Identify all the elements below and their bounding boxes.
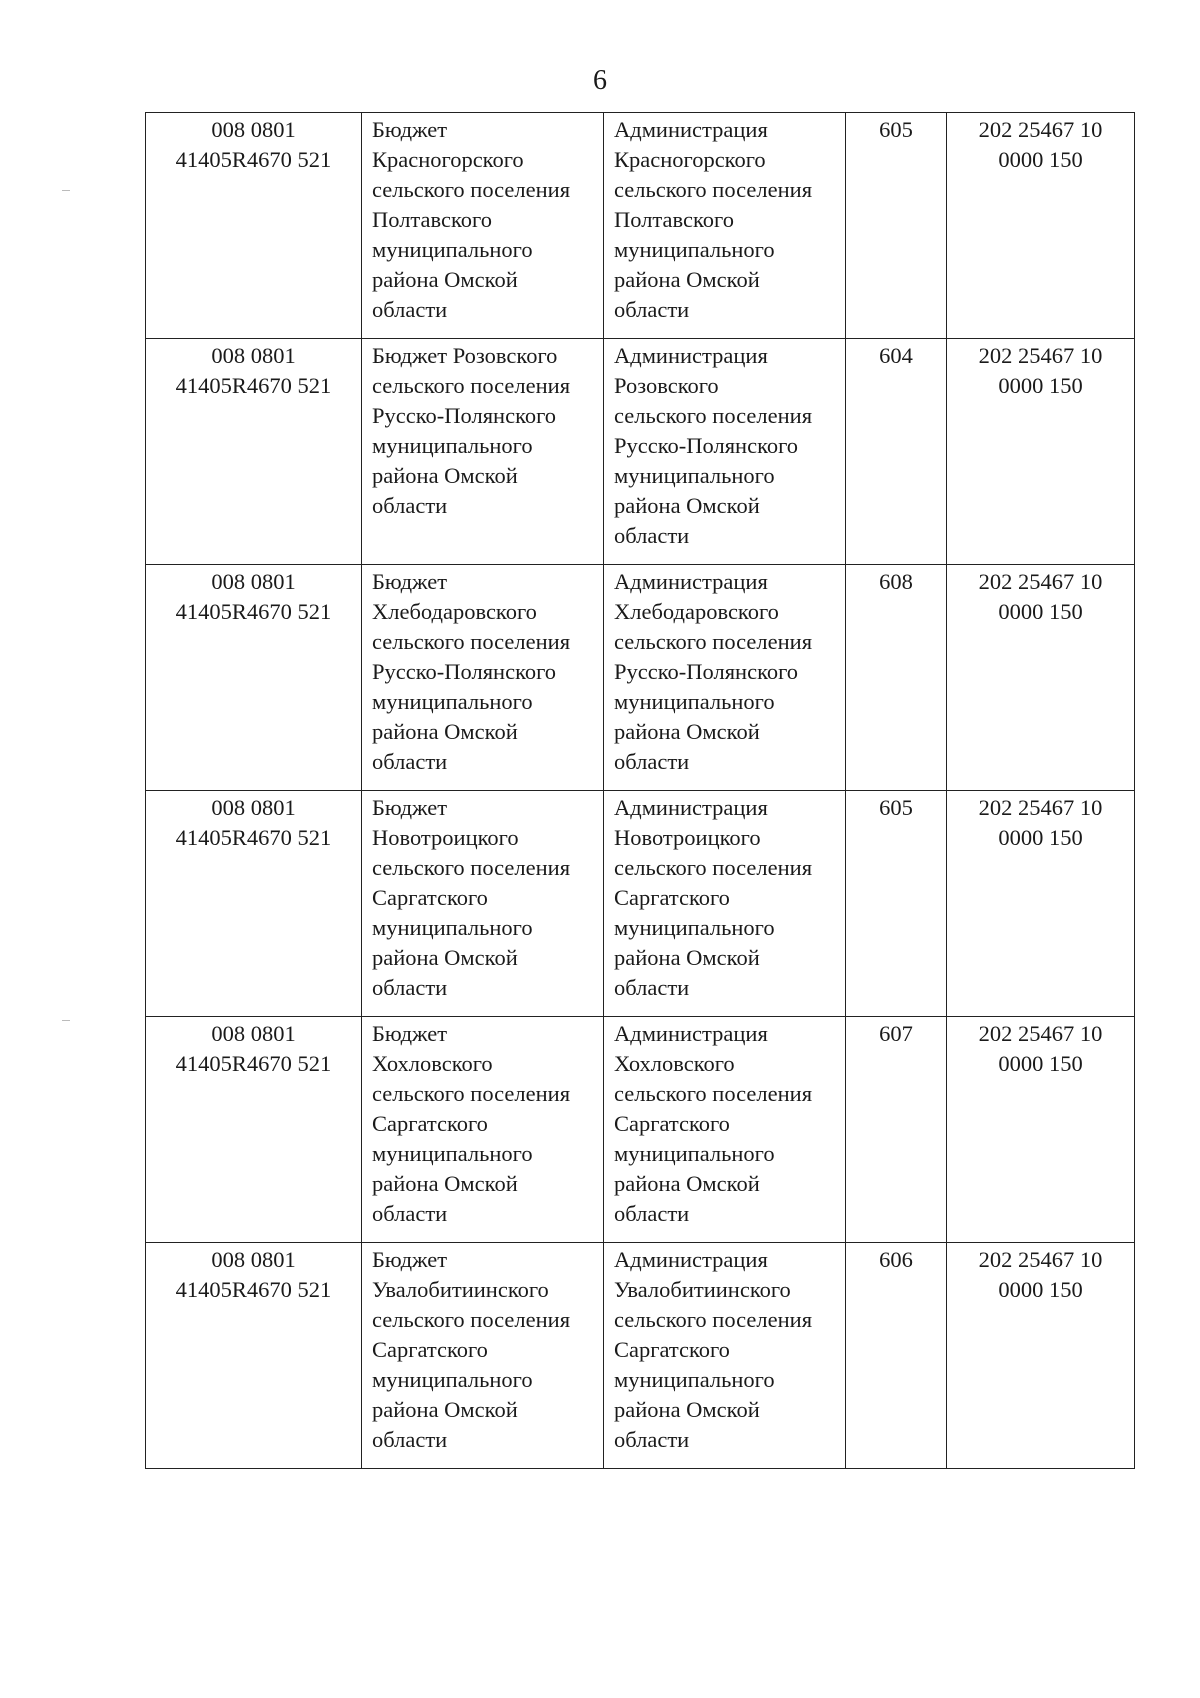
table-row bbox=[146, 113, 1135, 339]
margin-mark bbox=[62, 1020, 70, 1021]
cell-grbs: 608 bbox=[846, 565, 947, 791]
cell-budget: Бюджет Красногорского сельского поселения Полтавского муниципального района Омской области bbox=[362, 113, 604, 339]
cell-budget: Бюджет Хлебодаровского сельского поселения Русско-Полянского муниципального района Омской области bbox=[362, 565, 604, 791]
table-row bbox=[146, 339, 1135, 565]
cell-code: 008 0801 41405R4670 521 bbox=[146, 1017, 362, 1243]
cell-grbs: 607 bbox=[846, 1017, 947, 1243]
cell-grbs: 605 bbox=[846, 113, 947, 339]
table-row bbox=[146, 1243, 1135, 1469]
table-row bbox=[146, 791, 1135, 1017]
cell-budget: Бюджет Новотроицкого сельского поселения Саргатского муниципального района Омской области bbox=[362, 791, 604, 1017]
cell-kbk: 202 25467 10 0000 150 bbox=[947, 565, 1135, 791]
margin-mark bbox=[62, 190, 70, 191]
cell-kbk: 202 25467 10 0000 150 bbox=[947, 791, 1135, 1017]
cell-administration: Администрация Новотроицкого сельского поселения Саргатского муниципального района Омской области bbox=[604, 791, 846, 1017]
cell-administration: Администрация Хлебодаровского сельского поселения Русско-Полянского муниципального района Омской области bbox=[604, 565, 846, 791]
table-row bbox=[146, 565, 1135, 791]
cell-code: 008 0801 41405R4670 521 bbox=[146, 1243, 362, 1469]
cell-code: 008 0801 41405R4670 521 bbox=[146, 791, 362, 1017]
cell-budget: Бюджет Увалобитиинского сельского поселения Саргатского муниципального района Омской области bbox=[362, 1243, 604, 1469]
cell-budget: Бюджет Хохловского сельского поселения Саргатского муниципального района Омской области bbox=[362, 1017, 604, 1243]
page-number: 6 bbox=[593, 65, 607, 96]
cell-administration: Администрация Увалобитиинского сельского поселения Саргатского муниципального района Омской области bbox=[604, 1243, 846, 1469]
cell-kbk: 202 25467 10 0000 150 bbox=[947, 1243, 1135, 1469]
cell-code: 008 0801 41405R4670 521 bbox=[146, 565, 362, 791]
cell-grbs: 605 bbox=[846, 791, 947, 1017]
cell-grbs: 606 bbox=[846, 1243, 947, 1469]
cell-kbk: 202 25467 10 0000 150 bbox=[947, 113, 1135, 339]
cell-code: 008 0801 41405R4670 521 bbox=[146, 339, 362, 565]
cell-administration: Администрация Красногорского сельского поселения Полтавского муниципального района Омской области bbox=[604, 113, 846, 339]
cell-administration: Администрация Хохловского сельского поселения Саргатского муниципального района Омской области bbox=[604, 1017, 846, 1243]
cell-code: 008 0801 41405R4670 521 bbox=[146, 113, 362, 339]
allocation-table bbox=[145, 112, 1135, 1469]
table-row bbox=[146, 1017, 1135, 1243]
cell-administration: Администрация Розовского сельского поселения Русско-Полянского муниципального района Омской области bbox=[604, 339, 846, 565]
cell-budget: Бюджет Розовского сельского поселения Русско-Полянского муниципального района Омской области bbox=[362, 339, 604, 565]
cell-grbs: 604 bbox=[846, 339, 947, 565]
cell-kbk: 202 25467 10 0000 150 bbox=[947, 339, 1135, 565]
cell-kbk: 202 25467 10 0000 150 bbox=[947, 1017, 1135, 1243]
